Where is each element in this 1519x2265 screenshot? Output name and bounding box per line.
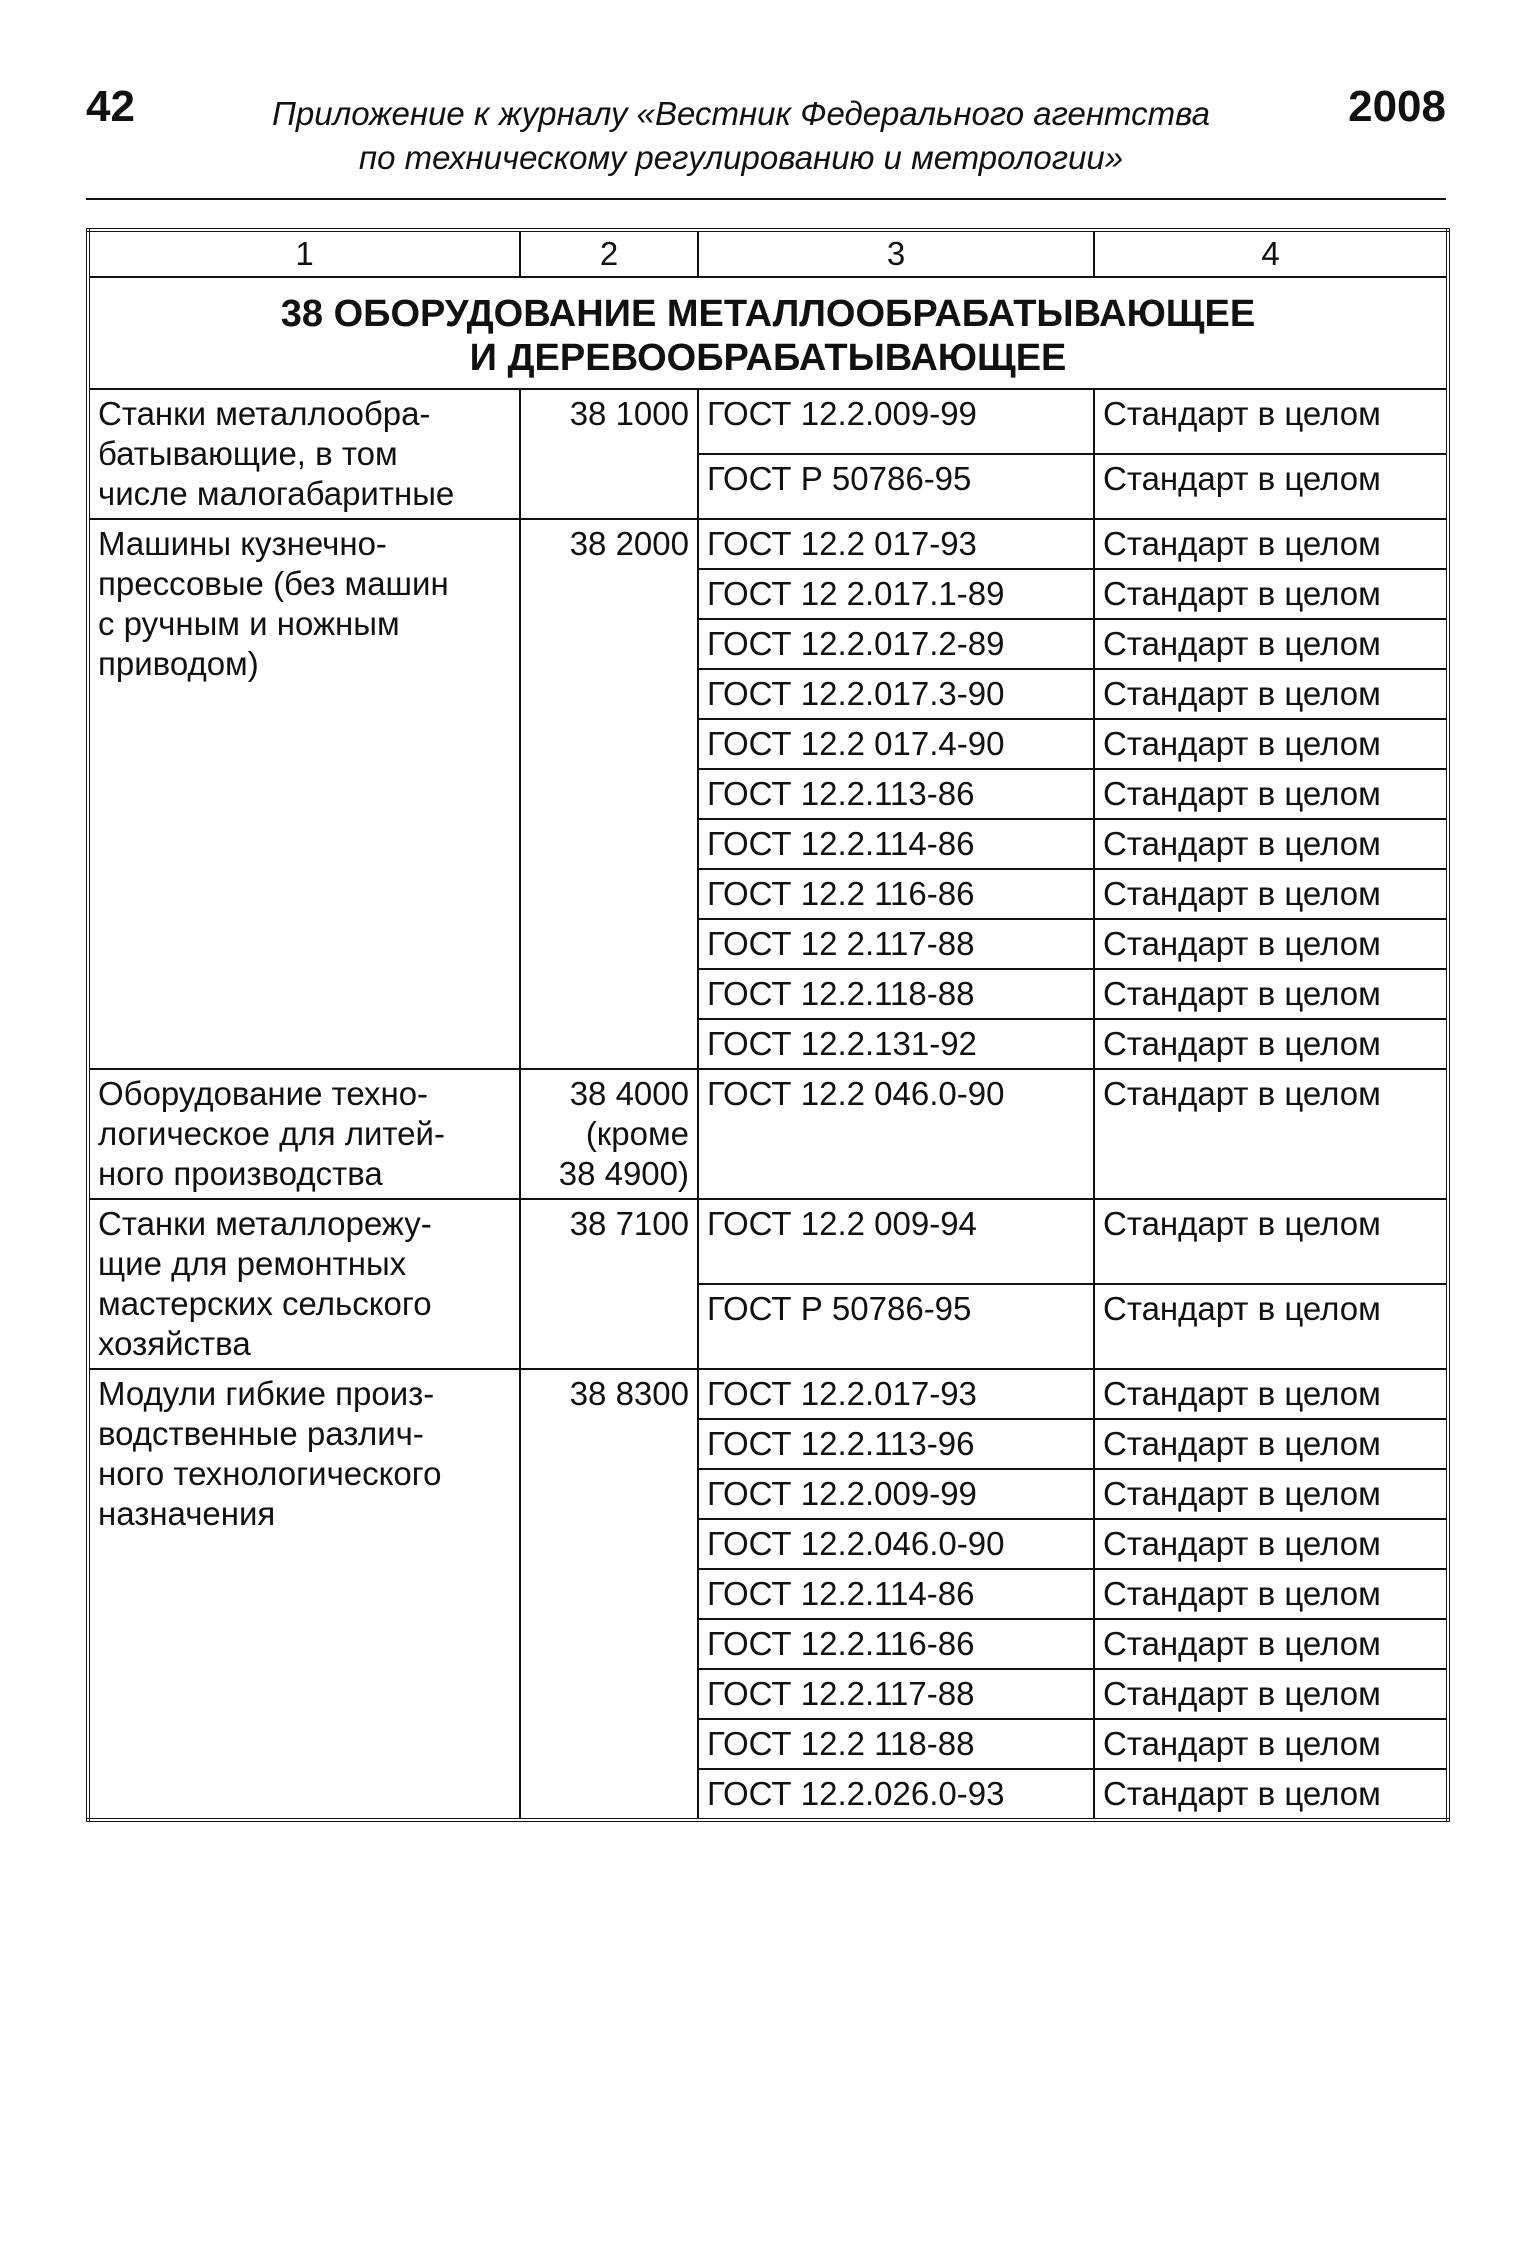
page-title xyxy=(186,92,1296,180)
gost-designation: ГОСТ 12.2.117-88 xyxy=(698,1669,1094,1719)
column-number: 2 xyxy=(520,230,698,277)
equipment-name-line: ного технологического xyxy=(98,1455,442,1492)
gost-designation: ГОСТ 12.2.017.3-90 xyxy=(698,669,1094,719)
equipment-name-line: Станки металлорежу- xyxy=(98,1205,432,1242)
okp-code xyxy=(520,519,698,1069)
applicability-scope: Стандарт в целом xyxy=(1094,1719,1448,1769)
section-heading-row xyxy=(88,277,1448,389)
equipment-name xyxy=(88,1069,520,1199)
equipment-name-line: с ручным и ножным xyxy=(98,605,400,642)
applicability-scope: Стандарт в целом xyxy=(1094,869,1448,919)
table-row xyxy=(88,389,1448,454)
column-number: 1 xyxy=(88,230,520,277)
equipment-name-line: Машины кузнечно- xyxy=(98,525,387,562)
equipment-name-line: щие для ремонтных xyxy=(98,1245,407,1282)
gost-designation: ГОСТ 12.2 017-93 xyxy=(698,519,1094,569)
okp-code xyxy=(520,1069,698,1199)
equipment-name-line: хозяйства xyxy=(98,1325,251,1362)
okp-code-line: 38 7100 xyxy=(569,1205,689,1242)
applicability-scope: Стандарт в целом xyxy=(1094,819,1448,869)
equipment-name xyxy=(88,1369,520,1820)
applicability-scope: Стандарт в целом xyxy=(1094,454,1448,519)
gost-designation: ГОСТ 12.2.046.0-90 xyxy=(698,1519,1094,1569)
applicability-scope: Стандарт в целом xyxy=(1094,769,1448,819)
page-header xyxy=(86,82,1446,212)
standards-table xyxy=(86,228,1450,1822)
gost-designation: ГОСТ 12.2 046.0-90 xyxy=(698,1069,1094,1199)
applicability-scope: Стандарт в целом xyxy=(1094,1669,1448,1719)
gost-designation: ГОСТ 12.2.009-99 xyxy=(698,1469,1094,1519)
gost-designation: ГОСТ 12.2.009-99 xyxy=(698,389,1094,454)
equipment-name-line: Станки металлообра- xyxy=(98,395,431,432)
table-row xyxy=(88,1069,1448,1199)
gost-designation: ГОСТ Р 50786-95 xyxy=(698,454,1094,519)
gost-designation: ГОСТ 12.2.114-86 xyxy=(698,1569,1094,1619)
applicability-scope: Стандарт в целом xyxy=(1094,669,1448,719)
applicability-scope: Стандарт в целом xyxy=(1094,919,1448,969)
okp-code-line: 38 8300 xyxy=(569,1375,689,1412)
applicability-scope: Стандарт в целом xyxy=(1094,1519,1448,1569)
applicability-scope: Стандарт в целом xyxy=(1094,1619,1448,1669)
section-heading-line-2: И ДЕРЕВООБРАБАТЫВАЮЩЕЕ xyxy=(469,337,1067,379)
gost-designation: ГОСТ 12 2.117-88 xyxy=(698,919,1094,969)
table-row xyxy=(88,1199,1448,1284)
column-number: 3 xyxy=(698,230,1094,277)
gost-designation: ГОСТ 12.2.116-86 xyxy=(698,1619,1094,1669)
okp-code-line: 38 1000 xyxy=(569,395,689,432)
gost-designation: ГОСТ 12.2.131-92 xyxy=(698,1019,1094,1069)
gost-designation: ГОСТ 12.2 017.4-90 xyxy=(698,719,1094,769)
applicability-scope: Стандарт в целом xyxy=(1094,1769,1448,1820)
applicability-scope: Стандарт в целом xyxy=(1094,1019,1448,1069)
equipment-name-line: числе малогабаритные xyxy=(98,475,455,512)
equipment-name-line: приводом) xyxy=(98,645,259,682)
section-heading xyxy=(88,277,1448,389)
table-row xyxy=(88,519,1448,569)
okp-code-line: (кроме xyxy=(585,1115,689,1152)
applicability-scope: Стандарт в целом xyxy=(1094,969,1448,1019)
gost-designation: ГОСТ 12.2.017.2-89 xyxy=(698,619,1094,669)
applicability-scope: Стандарт в целом xyxy=(1094,1469,1448,1519)
applicability-scope: Стандарт в целом xyxy=(1094,519,1448,569)
column-number: 4 xyxy=(1094,230,1448,277)
gost-designation: ГОСТ 12.2 118-88 xyxy=(698,1719,1094,1769)
applicability-scope: Стандарт в целом xyxy=(1094,1199,1448,1284)
equipment-name-line: водственные различ- xyxy=(98,1415,424,1452)
applicability-scope: Стандарт в целом xyxy=(1094,1419,1448,1469)
gost-designation: ГОСТ 12.2.118-88 xyxy=(698,969,1094,1019)
equipment-name-line: прессовые (без машин xyxy=(98,565,449,602)
page-number: 42 xyxy=(86,82,135,131)
okp-code xyxy=(520,1199,698,1369)
gost-designation: ГОСТ 12.2.113-96 xyxy=(698,1419,1094,1469)
page-title-line-2: по техническому регулированию и метрологии» xyxy=(358,139,1124,176)
page-title-line-1: Приложение к журналу «Вестник Федерального агентства xyxy=(271,95,1211,132)
applicability-scope: Стандарт в целом xyxy=(1094,389,1448,454)
equipment-name xyxy=(88,519,520,1069)
gost-designation: ГОСТ 12.2 009-94 xyxy=(698,1199,1094,1284)
gost-designation: ГОСТ Р 50786-95 xyxy=(698,1284,1094,1369)
applicability-scope: Стандарт в целом xyxy=(1094,719,1448,769)
column-number-row xyxy=(88,230,1448,277)
equipment-name-line: ного производства xyxy=(98,1155,383,1192)
gost-designation: ГОСТ 12.2.114-86 xyxy=(698,819,1094,869)
equipment-name-line: батывающие, в том xyxy=(98,435,398,472)
page-year: 2008 xyxy=(1348,82,1446,131)
gost-designation: ГОСТ 12.2.017-93 xyxy=(698,1369,1094,1419)
applicability-scope: Стандарт в целом xyxy=(1094,1369,1448,1419)
okp-code-line: 38 4000 xyxy=(569,1075,689,1112)
okp-code xyxy=(520,1369,698,1820)
equipment-name-line: логическое для литей- xyxy=(98,1115,445,1152)
gost-designation: ГОСТ 12.2.113-86 xyxy=(698,769,1094,819)
gost-designation: ГОСТ 12.2 116-86 xyxy=(698,869,1094,919)
okp-code-line: 38 2000 xyxy=(569,525,689,562)
header-divider xyxy=(86,198,1446,200)
gost-designation: ГОСТ 12 2.017.1-89 xyxy=(698,569,1094,619)
equipment-name xyxy=(88,389,520,519)
applicability-scope: Стандарт в целом xyxy=(1094,1569,1448,1619)
gost-designation: ГОСТ 12.2.026.0-93 xyxy=(698,1769,1094,1820)
applicability-scope: Стандарт в целом xyxy=(1094,569,1448,619)
okp-code xyxy=(520,389,698,519)
equipment-name xyxy=(88,1199,520,1369)
applicability-scope: Стандарт в целом xyxy=(1094,619,1448,669)
applicability-scope: Стандарт в целом xyxy=(1094,1069,1448,1199)
equipment-name-line: назначения xyxy=(98,1495,276,1532)
okp-code-line: 38 4900) xyxy=(558,1155,689,1192)
equipment-name-line: Оборудование техно- xyxy=(98,1075,429,1112)
equipment-name-line: Модули гибкие произ- xyxy=(98,1375,435,1412)
table-row xyxy=(88,1369,1448,1419)
section-heading-line-1: 38 ОБОРУДОВАНИЕ МЕТАЛЛООБРАБАТЫВАЮЩЕЕ xyxy=(280,293,1256,335)
applicability-scope: Стандарт в целом xyxy=(1094,1284,1448,1369)
equipment-name-line: мастерских сельского xyxy=(98,1285,432,1322)
